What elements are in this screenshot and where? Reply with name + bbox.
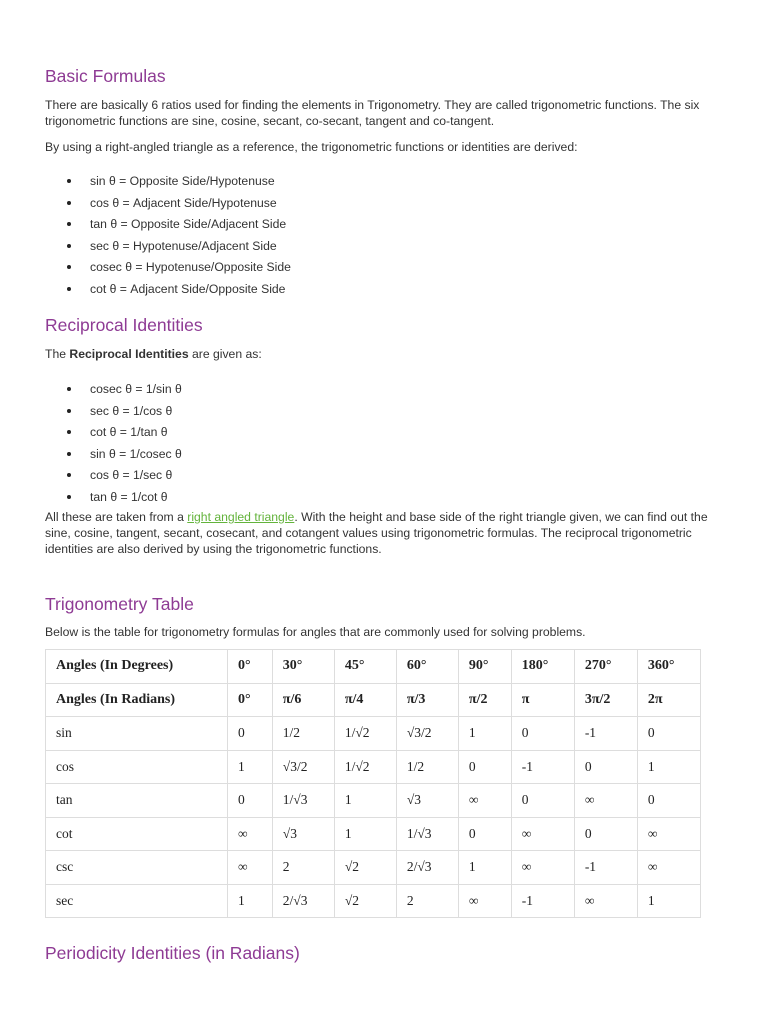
table-cell: 270° bbox=[574, 650, 637, 684]
table-cell: 1/2 bbox=[272, 717, 334, 751]
table-cell: 1 bbox=[228, 750, 273, 784]
table-cell: 45° bbox=[334, 650, 396, 684]
table-row-label: Angles (In Radians) bbox=[46, 683, 228, 717]
table-cell: -1 bbox=[511, 750, 574, 784]
table-cell: -1 bbox=[574, 717, 637, 751]
trigonometry-table bbox=[45, 649, 701, 918]
basic-formulas-list bbox=[45, 173, 291, 302]
table-row-label: tan bbox=[46, 784, 228, 818]
table-cell: 30° bbox=[272, 650, 334, 684]
bullet-icon bbox=[67, 287, 71, 291]
table-cell: ∞ bbox=[458, 884, 511, 918]
reciprocal-intro-bold: Reciprocal Identities bbox=[69, 347, 189, 361]
table-row-label: csc bbox=[46, 851, 228, 885]
table-cell: 1 bbox=[334, 817, 396, 851]
table-cell: 0 bbox=[637, 717, 700, 751]
bullet-icon bbox=[67, 473, 71, 477]
table-cell: 1 bbox=[637, 884, 700, 918]
table-cell: ∞ bbox=[458, 784, 511, 818]
table-cell: 0° bbox=[228, 683, 273, 717]
trigonometry-table-intro: Below is the table for trigonometry formulas for angles that are commonly used for solving problems. bbox=[45, 625, 586, 639]
table-cell: 1 bbox=[637, 750, 700, 784]
periodicity-identities-heading: Periodicity Identities (in Radians) bbox=[45, 943, 300, 963]
table-cell: 0 bbox=[574, 817, 637, 851]
table-cell: 1/√3 bbox=[396, 817, 458, 851]
bullet-icon bbox=[67, 222, 71, 226]
table-cell: 2 bbox=[396, 884, 458, 918]
list-item: sec θ = Hypotenuse/Adjacent Side bbox=[45, 238, 291, 260]
table-cell: ∞ bbox=[228, 851, 273, 885]
table-cell: 0 bbox=[458, 817, 511, 851]
table-row-label: cos bbox=[46, 750, 228, 784]
list-item: sin θ = Opposite Side/Hypotenuse bbox=[45, 173, 291, 195]
basic-formulas-paragraph-2: By using a right-angled triangle as a reference, the trigonometric functions or identities are derived: bbox=[45, 140, 578, 154]
table-cell: √3/2 bbox=[272, 750, 334, 784]
table-cell: ∞ bbox=[511, 817, 574, 851]
list-item: cos θ = Adjacent Side/Hypotenuse bbox=[45, 195, 291, 217]
table-cell: π/2 bbox=[458, 683, 511, 717]
right-angled-triangle-link[interactable]: right angled triangle bbox=[187, 510, 295, 524]
table-cell: 0 bbox=[511, 717, 574, 751]
bullet-icon bbox=[67, 430, 71, 434]
table-cell: ∞ bbox=[228, 817, 273, 851]
basic-formulas-heading: Basic Formulas bbox=[45, 66, 166, 86]
table-cell: 0 bbox=[228, 784, 273, 818]
list-item: cosec θ = 1/sin θ bbox=[45, 381, 182, 403]
table-row bbox=[46, 851, 701, 885]
table-cell: √3 bbox=[396, 784, 458, 818]
bullet-icon bbox=[67, 244, 71, 248]
bullet-icon bbox=[67, 179, 71, 183]
bullet-icon bbox=[67, 265, 71, 269]
table-cell: π bbox=[511, 683, 574, 717]
table-row-label: sec bbox=[46, 884, 228, 918]
bullet-icon bbox=[67, 495, 71, 499]
table-cell: 3π/2 bbox=[574, 683, 637, 717]
table-cell: 1/√3 bbox=[272, 784, 334, 818]
table-cell: 2π bbox=[637, 683, 700, 717]
table-cell: 0 bbox=[511, 784, 574, 818]
table-cell: -1 bbox=[511, 884, 574, 918]
table-cell: 0 bbox=[458, 750, 511, 784]
table-cell: √2 bbox=[334, 884, 396, 918]
list-item: tan θ = 1/cot θ bbox=[45, 489, 182, 511]
table-cell: π/4 bbox=[334, 683, 396, 717]
table-cell: √3 bbox=[272, 817, 334, 851]
table-cell: 1/√2 bbox=[334, 717, 396, 751]
table-cell: √2 bbox=[334, 851, 396, 885]
table-cell: ∞ bbox=[574, 784, 637, 818]
list-item: cos θ = 1/sec θ bbox=[45, 467, 182, 489]
table-cell: 1/2 bbox=[396, 750, 458, 784]
table-cell: 1 bbox=[458, 851, 511, 885]
basic-formulas-paragraph-1: There are basically 6 ratios used for finding the elements in Trigonometry. They are called trigonometric functions. The six trigonometric functions are sine, cosine, secant, co-secant, tangent and co-tangent. bbox=[45, 98, 700, 128]
list-item: sin θ = 1/cosec θ bbox=[45, 446, 182, 468]
table-row bbox=[46, 817, 701, 851]
table-cell: 1 bbox=[334, 784, 396, 818]
table-row bbox=[46, 717, 701, 751]
table-cell: 0° bbox=[228, 650, 273, 684]
table-row bbox=[46, 750, 701, 784]
table-cell: 2/√3 bbox=[396, 851, 458, 885]
bullet-icon bbox=[67, 452, 71, 456]
table-header-row bbox=[46, 683, 701, 717]
reciprocal-intro: The Reciprocal Identities are given as: bbox=[45, 347, 262, 361]
table-cell: 60° bbox=[396, 650, 458, 684]
table-cell: 2 bbox=[272, 851, 334, 885]
table-cell: 2/√3 bbox=[272, 884, 334, 918]
table-row-label: cot bbox=[46, 817, 228, 851]
trigonometry-table-heading: Trigonometry Table bbox=[45, 594, 194, 614]
list-item: cot θ = Adjacent Side/Opposite Side bbox=[45, 281, 291, 303]
list-item: tan θ = Opposite Side/Adjacent Side bbox=[45, 216, 291, 238]
table-cell: ∞ bbox=[574, 884, 637, 918]
table-cell: 1 bbox=[458, 717, 511, 751]
table-header-row bbox=[46, 650, 701, 684]
table-cell: ∞ bbox=[511, 851, 574, 885]
bullet-icon bbox=[67, 409, 71, 413]
reciprocal-paragraph: All these are taken from a right angled triangle. With the height and base side of the right triangle given, we can find out the sine, cosine, tangent, secant, cosecant, and cotangent values using trigonometric formulas. The reciprocal trigonometric identities are also derived by using the trigonometric functions. bbox=[45, 510, 708, 556]
reciprocal-identities-list bbox=[45, 381, 182, 510]
table-cell: 1/√2 bbox=[334, 750, 396, 784]
list-item: sec θ = 1/cos θ bbox=[45, 403, 182, 425]
bullet-icon bbox=[67, 387, 71, 391]
table-cell: √3/2 bbox=[396, 717, 458, 751]
reciprocal-identities-heading: Reciprocal Identities bbox=[45, 315, 203, 335]
table-cell: 0 bbox=[637, 784, 700, 818]
table-cell: π/6 bbox=[272, 683, 334, 717]
table-cell: ∞ bbox=[637, 851, 700, 885]
table-cell: 180° bbox=[511, 650, 574, 684]
table-row bbox=[46, 884, 701, 918]
bullet-icon bbox=[67, 201, 71, 205]
table-cell: π/3 bbox=[396, 683, 458, 717]
table-cell: 0 bbox=[574, 750, 637, 784]
table-row-label: sin bbox=[46, 717, 228, 751]
table-cell: 360° bbox=[637, 650, 700, 684]
table-cell: 1 bbox=[228, 884, 273, 918]
table-cell: 90° bbox=[458, 650, 511, 684]
list-item: cosec θ = Hypotenuse/Opposite Side bbox=[45, 259, 291, 281]
table-cell: -1 bbox=[574, 851, 637, 885]
table-row bbox=[46, 784, 701, 818]
list-item: cot θ = 1/tan θ bbox=[45, 424, 182, 446]
table-cell: ∞ bbox=[637, 817, 700, 851]
table-cell: 0 bbox=[228, 717, 273, 751]
table-row-label: Angles (In Degrees) bbox=[46, 650, 228, 684]
